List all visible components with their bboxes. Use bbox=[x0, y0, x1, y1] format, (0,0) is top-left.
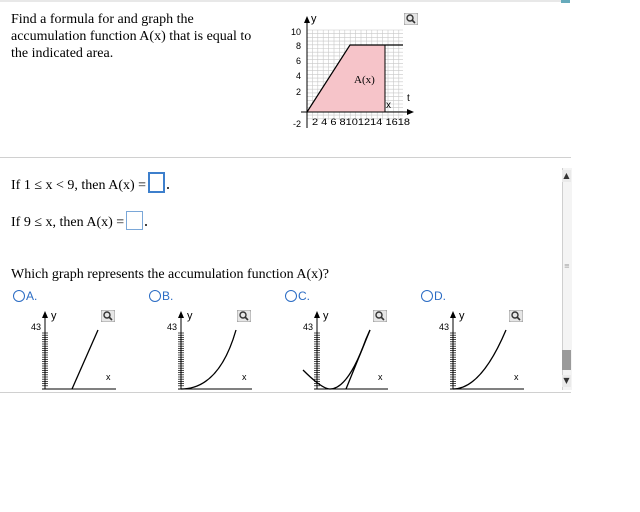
y-tick-label: 43 bbox=[303, 322, 314, 332]
t-axis-label: t bbox=[407, 93, 410, 104]
y-tick-label: 43 bbox=[31, 322, 42, 332]
area-graph bbox=[280, 10, 420, 135]
y-axis-arrow bbox=[304, 16, 310, 23]
y-axis-arrow bbox=[42, 311, 48, 318]
radio-button[interactable] bbox=[13, 290, 25, 302]
answer-input-1[interactable] bbox=[148, 172, 165, 193]
y-axis-label: y bbox=[323, 310, 329, 322]
y-axis-arrow bbox=[178, 311, 184, 318]
prompt-line: the indicated area. bbox=[11, 46, 114, 61]
y-tick-label: 2 bbox=[295, 87, 301, 97]
input-dot bbox=[145, 224, 147, 226]
answer-part-2 bbox=[11, 211, 147, 231]
t-axis-arrow bbox=[407, 109, 414, 115]
y-axis-label: y bbox=[51, 310, 57, 322]
y-tick-label: 8 bbox=[295, 41, 301, 51]
magnifier-icon[interactable] bbox=[237, 309, 251, 321]
answer-part-1 bbox=[11, 172, 169, 194]
question-prompt bbox=[11, 11, 251, 62]
x-axis-label: x bbox=[106, 372, 111, 382]
magnifier-icon[interactable] bbox=[404, 12, 418, 24]
top-divider bbox=[0, 0, 570, 2]
x-axis-label: x bbox=[242, 372, 247, 382]
option-c[interactable] bbox=[285, 289, 310, 303]
y-tick-label: 4 bbox=[295, 71, 301, 81]
y-axis-label: y bbox=[311, 13, 317, 25]
y-tick-label: 43 bbox=[167, 322, 178, 332]
radio-button[interactable] bbox=[149, 290, 161, 302]
option-b[interactable] bbox=[149, 289, 173, 303]
magnifier-icon[interactable] bbox=[373, 309, 387, 321]
y-axis-label: y bbox=[187, 310, 193, 322]
option-letter: C. bbox=[298, 289, 310, 303]
scroll-down-arrow-icon[interactable]: ▼ bbox=[563, 376, 570, 385]
x-marker-label: x bbox=[386, 100, 391, 111]
option-letter: A. bbox=[26, 289, 38, 303]
option-letter: D. bbox=[434, 289, 446, 303]
part-2-condition: If 9 ≤ x, then A(x) = bbox=[11, 215, 125, 230]
option-line bbox=[346, 330, 370, 389]
choice-question: Which graph represents the accumulation function A(x)? bbox=[11, 267, 329, 282]
prompt-line: Find a formula for and graph the bbox=[11, 12, 194, 27]
option-curve bbox=[181, 330, 236, 389]
part-1-condition: If 1 ≤ x < 9, then A(x) = bbox=[11, 178, 147, 193]
x-axis-label: x bbox=[378, 372, 383, 382]
scroll-up-arrow-icon[interactable]: ▲ bbox=[563, 171, 570, 180]
scrollbar-grip-icon: ≡ bbox=[564, 262, 570, 270]
y-tick-label: 43 bbox=[439, 322, 450, 332]
y-tick-label: -2 bbox=[292, 119, 301, 129]
magnifier-icon[interactable] bbox=[101, 309, 115, 321]
option-curve bbox=[453, 330, 506, 389]
magnifier-icon[interactable] bbox=[509, 309, 523, 321]
section-divider bbox=[0, 157, 571, 158]
y-axis-arrow bbox=[314, 311, 320, 318]
y-axis-label: y bbox=[459, 310, 465, 322]
y-tick-label: 10 bbox=[290, 27, 301, 37]
radio-button[interactable] bbox=[285, 290, 297, 302]
y-axis-arrow bbox=[450, 311, 456, 318]
option-d[interactable] bbox=[421, 289, 446, 303]
option-a[interactable] bbox=[13, 289, 37, 303]
radio-button[interactable] bbox=[421, 290, 433, 302]
option-letter: B. bbox=[162, 289, 174, 303]
input-dot bbox=[167, 187, 169, 189]
x-axis-label: x bbox=[514, 372, 519, 382]
prompt-line: accumulation function A(x) that is equal to bbox=[11, 29, 252, 44]
area-label: A(x) bbox=[354, 74, 375, 86]
answer-input-2[interactable] bbox=[126, 211, 143, 230]
scrollbar-thumb[interactable] bbox=[562, 350, 571, 370]
y-tick-label: 6 bbox=[295, 56, 301, 66]
option-curve bbox=[72, 330, 98, 389]
bottom-divider bbox=[0, 392, 571, 393]
option-curve bbox=[303, 330, 370, 389]
t-tick-labels: 2 4 6 8101214 1618 bbox=[312, 117, 410, 127]
top-accent-mark bbox=[561, 0, 570, 3]
